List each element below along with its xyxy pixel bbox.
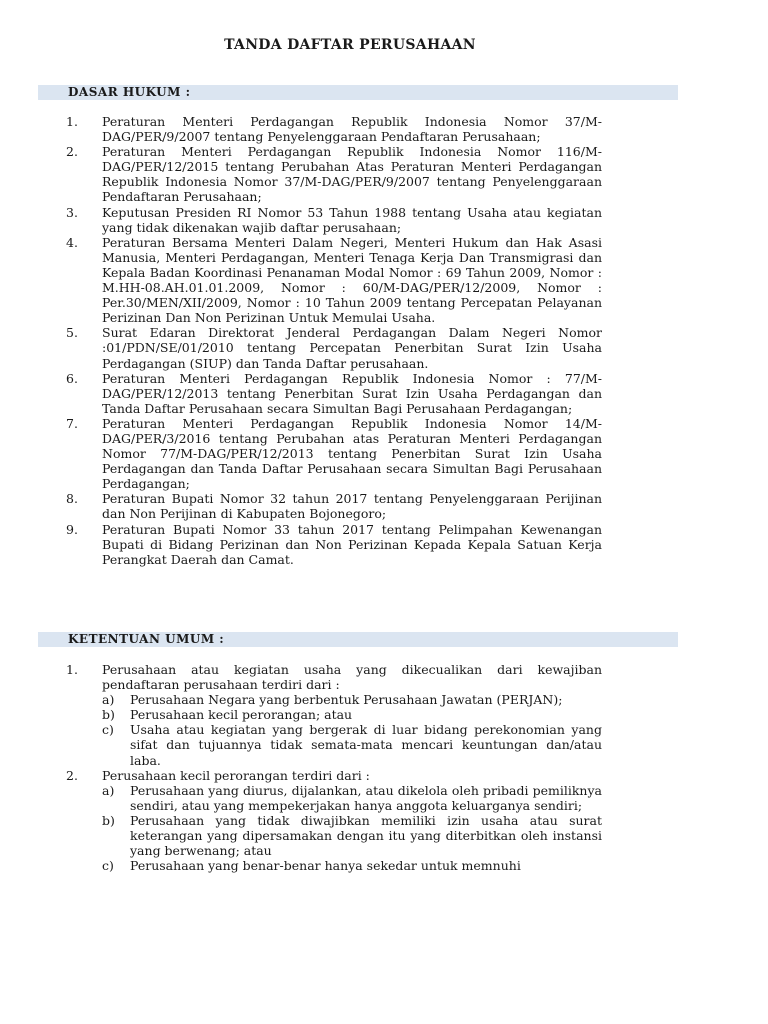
sub-item-text: Perusahaan yang benar-benar hanya sekedar untuk memnuhi <box>130 858 521 874</box>
item-text: Peraturan Bupati Nomor 33 tahun 2017 tentang Pelimpahan Kewenangan Bupati di Bidang Perizinan dan Non Perizinan Kepada Kepala Satuan Kerja Perangkat Daerah dan Camat. <box>102 521 602 567</box>
item-number: 2. <box>66 767 78 783</box>
item-number: 4. <box>66 234 78 250</box>
sub-item-text: Perusahaan yang tidak diwajibkan memiliki izin usaha atau surat keterangan yang dipersamakan dengan itu yang diterbitkan oleh instansi yang berwenang; atau <box>130 812 602 859</box>
list-item <box>66 491 602 521</box>
item-text: Peraturan Menteri Perdagangan Republik Indonesia Nomor 14/M-DAG/PER/3/2016 tentang Perubahan atas Peraturan Menteri Perdagangan Nomor 77/M-DAG/PER/12/2013 tentang Penerbitan Surat Izin Usaha Perdagangan dan Tanda Daftar Perusahaan secara Simultan Bagi Perusahaan Perdagangan; <box>102 415 602 492</box>
item-text: Keputusan Presiden RI Nomor 53 Tahun 1988 tentang Usaha atau kegiatan yang tidak dikenakan wajib daftar perusahaan; <box>102 204 602 235</box>
list-item <box>66 325 602 370</box>
sub-list <box>102 692 602 767</box>
list-item <box>66 144 602 204</box>
sub-list-item <box>102 707 602 722</box>
sub-list-item <box>102 813 602 858</box>
sub-item-text: Usaha atau kegiatan yang bergerak di luar bidang perekonomian yang sifat dan tujuannya tidak semata-mata mencari keuntungan dan/atau laba. <box>130 722 602 768</box>
sub-list-item <box>102 722 602 767</box>
list-item <box>66 114 602 144</box>
sub-item-text: Perusahaan yang diurus, dijalankan, atau dikelola oleh pribadi pemiliknya sendiri, atau yang mempekerjakan hanya anggota keluarganya sendiri; <box>130 782 602 813</box>
list-item <box>66 371 602 416</box>
section-heading-ketentuan-umum: KETENTUAN UMUM : <box>38 632 678 647</box>
item-text: Perusahaan kecil perorangan terdiri dari : <box>102 767 370 783</box>
item-number: 6. <box>66 370 78 386</box>
sub-list <box>102 783 602 874</box>
sub-item-letter: b) <box>102 812 115 828</box>
item-number: 1. <box>66 662 78 677</box>
list-item <box>66 416 602 491</box>
section-heading-dasar-hukum: DASAR HUKUM : <box>38 85 678 100</box>
document-title: TANDA DAFTAR PERUSAHAAN <box>224 37 476 53</box>
sub-item-letter: b) <box>102 707 115 723</box>
list-item <box>66 662 602 768</box>
list-item <box>66 768 602 874</box>
item-number: 1. <box>66 114 78 129</box>
sub-item-letter: c) <box>102 858 114 874</box>
item-text: Perusahaan atau kegiatan usaha yang dikecualikan dari kewajiban pendaftaran perusahaan terdiri dari : <box>102 662 602 693</box>
sub-item-letter: a) <box>102 692 115 708</box>
item-text: Peraturan Menteri Perdagangan Republik Indonesia Nomor 116/M-DAG/PER/12/2015 tentang Perubahan Atas Peraturan Menteri Perdagangan Republik Indonesia Nomor 37/M-DAG/PER/9/2007 tentang Penyelenggaraan Pendaftaran Perusahaan; <box>102 144 602 205</box>
sub-item-text: Perusahaan kecil perorangan; atau <box>130 707 353 723</box>
item-number: 2. <box>66 144 78 160</box>
item-number: 8. <box>66 491 78 507</box>
sub-item-text: Perusahaan Negara yang berbentuk Perusahaan Jawatan (PERJAN); <box>130 692 563 708</box>
item-text: Peraturan Menteri Perdagangan Republik Indonesia Nomor 37/M-DAG/PER/9/2007 tentang Penyelenggaraan Pendaftaran Perusahaan; <box>102 114 602 145</box>
item-number: 7. <box>66 415 78 431</box>
sub-item-letter: c) <box>102 722 114 738</box>
item-text: Peraturan Menteri Perdagangan Republik Indonesia Nomor : 77/M-DAG/PER/12/2013 tentang Penerbitan Surat Izin Usaha Perdagangan dan Tanda Daftar Perusahaan secara Simultan Bagi Perusahaan Perdagangan; <box>102 370 602 416</box>
sub-list-item <box>102 692 602 707</box>
dasar-hukum-list <box>66 114 602 567</box>
item-text: Peraturan Bupati Nomor 32 tahun 2017 tentang Penyelenggaraan Perijinan dan Non Perijinan di Kabupaten Bojonegoro; <box>102 491 602 522</box>
sub-list-item <box>102 858 602 873</box>
sub-item-letter: a) <box>102 782 115 798</box>
list-item <box>66 205 602 235</box>
ketentuan-umum-list <box>66 662 602 873</box>
list-item <box>66 522 602 567</box>
list-item <box>66 235 602 326</box>
item-number: 9. <box>66 521 78 537</box>
item-text: Surat Edaran Direktorat Jenderal Perdagangan Dalam Negeri Nomor :01/PDN/SE/01/2010 tentang Percepatan Penerbitan Surat Izin Usaha Perdagangan (SIUP) dan Tanda Daftar perusahaan. <box>102 325 602 371</box>
item-number: 5. <box>66 325 78 341</box>
item-text: Peraturan Bersama Menteri Dalam Negeri, Menteri Hukum dan Hak Asasi Manusia, Menteri Perdagangan, Menteri Tenaga Kerja Dan Transmigrasi dan Kepala Badan Koordinasi Penanaman Modal Nomor : 69 Tahun 2009, Nomor : M.HH-08.AH.01.01.2009, Nomor : 60/M-DAG/PER/12/2009, Nomor : Per.30/MEN/XII/2009, Nomor : 10 Tahun 2009 tentang Percepatan Pelayanan Perizinan Dan Non Perizinan Untuk Memulai Usaha. <box>102 234 602 326</box>
item-number: 3. <box>66 204 78 220</box>
sub-list-item <box>102 783 602 813</box>
